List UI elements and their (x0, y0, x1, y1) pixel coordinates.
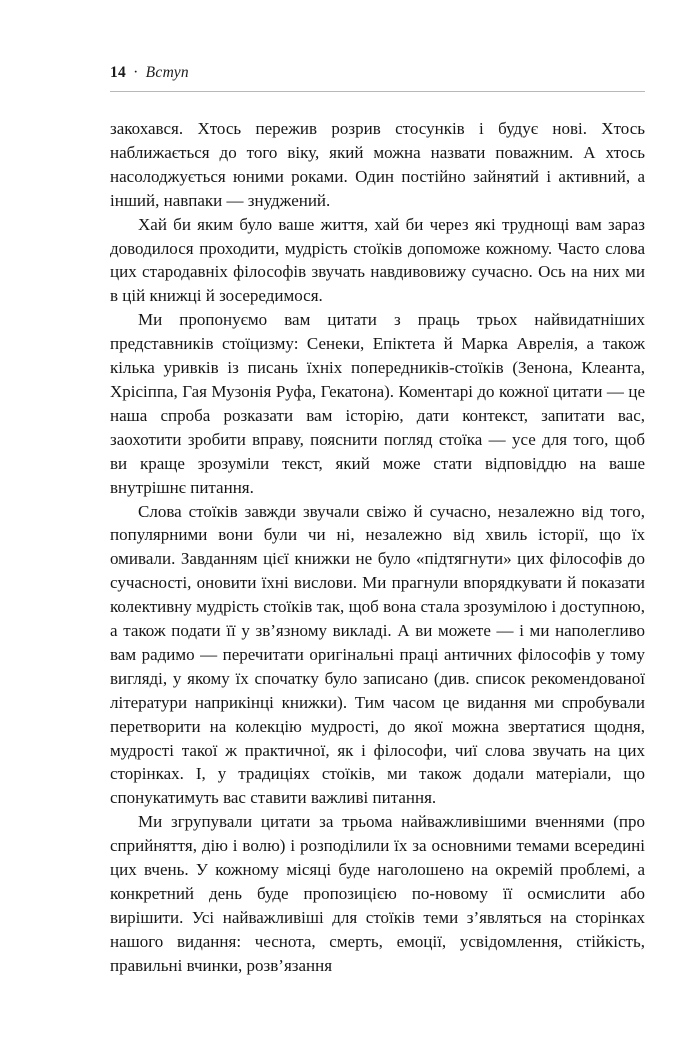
header-rule (110, 91, 645, 92)
paragraph: Ми згрупували цитати за трьома найважливішими вченнями (про сприйняття, дію і волю) і розподілили їх за основними темами всередині цих вчень. У кожному місяці буде наголошено на окремій проблемі, а конкретний день буде пропозицією по-новому її осмислити або вирішити. Усі найважливіші для стоїків теми з’являться на сторінках нашого видання: чеснота, смерть, емоції, усвідомлення, стійкість, правильні вчинки, розв’язання (110, 812, 645, 975)
paragraph: Хай би яким було ваше життя, хай би через які труднощі вам зараз доводилося проходити, мудрість стоїків допоможе кожному. Часто слова цих стародавніх філософів звучать навдивовижу сучасно. Ось на них ми в цій книжці й зосередимося. (110, 214, 645, 306)
paragraph: Ми пропонуємо вам цитати з праць трьох найвидатніших представників стоїцизму: Сенеки, Епіктета й Марка Аврелія, а також кілька уривків із писань їхніх попередників-стоїків (Зенона, Клеанта, Хрісіппа, Гая Музонія Руфа, Гекатона). Коментарі до кожної цитати — це наша спроба розказати вам історію, дати контекст, запитати вас, заохотити зробити вправу, пояснити погляд стоїка — усе для того, щоб ви краще зрозуміли текст, який може стати відповіддю на ваше внутрішнє питання. (110, 310, 645, 497)
chapter-title: Вступ (145, 64, 189, 81)
running-header (110, 64, 645, 82)
paragraph: закохався. Хтось пережив розрив стосунків і будує нові. Хтось наближається до того віку, який можна назвати поважним. А хтось насолоджується юними роками. Один постійно зайнятий і активний, а інший, навпаки — знуджений. (110, 119, 645, 210)
paragraph: Слова стоїків завжди звучали свіжо й сучасно, незалежно від того, популярними вони були чи ні, незалежно від хвиль історії, що їх омивали. Завданням цієї книжки не було «підтягнути» цих філософів до сучасності, оновити їхні вислови. Ми прагнули впорядкувати й показати колективну мудрість стоїків так, щоб вона стала зрозумілою і доступною, а також подати її у зв’язному викладі. А ви можете — і ми наполегливо вам радимо — перечитати оригінальні праці античних філософів у тому вигляді, у якому їх спочатку було записано (див. список рекомендованої літератури наприкінці книжки). Тим часом це видання ми спробували перетворити на колекцію мудрості, до якої можна звертатися щодня, мудрості такої ж практичної, як і філософи, чиї слова звучать на цих сторінках. І, у традиціях стоїків, ми також додали матеріали, що спонукатимуть вас ставити важливі питання. (110, 501, 645, 808)
page-number: 14 (110, 64, 127, 81)
page-body (110, 117, 645, 978)
header-separator: · (133, 64, 139, 81)
